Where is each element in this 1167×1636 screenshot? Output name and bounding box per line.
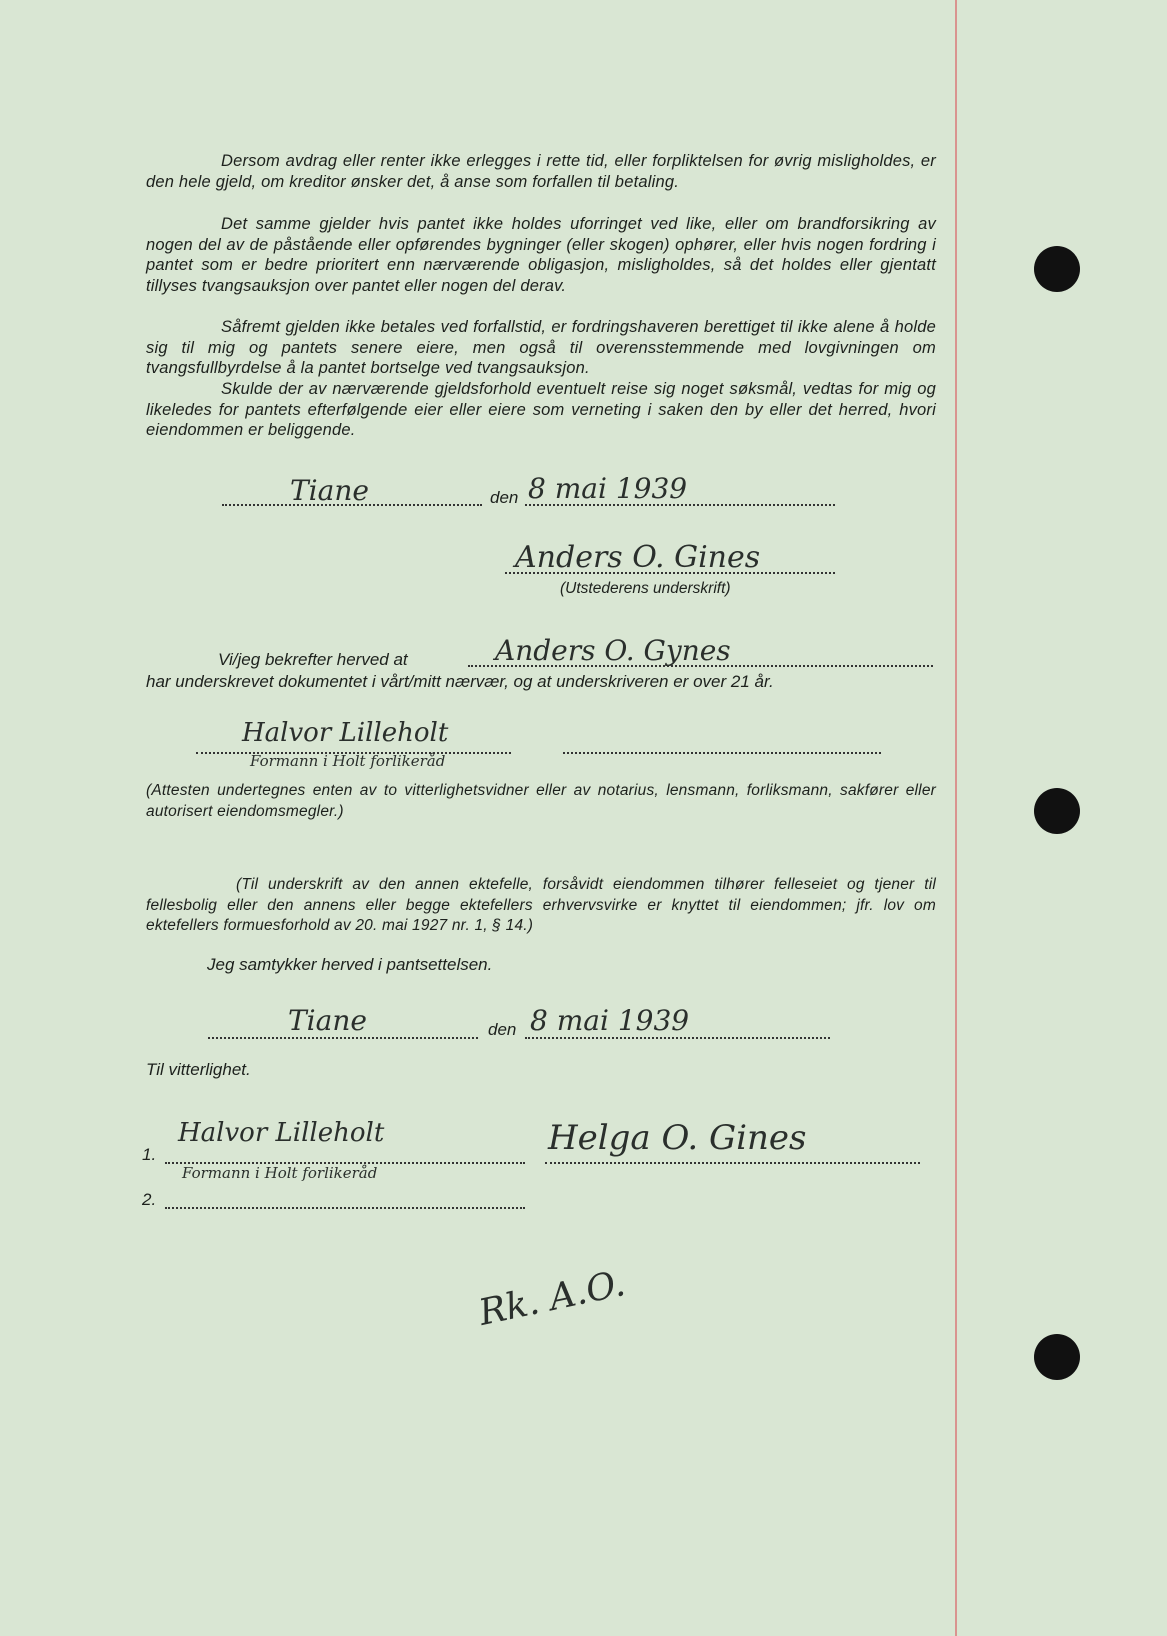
witness-2-line — [165, 1207, 525, 1209]
punch-hole — [1034, 246, 1080, 292]
spouse-place-handwritten: Tiane — [288, 1004, 367, 1037]
witness-signature: Halvor Lilleholt — [242, 718, 449, 748]
spouse-signature-line — [545, 1162, 920, 1164]
witness-line-right — [563, 752, 881, 754]
clause-venue: Skulde der av nærværende gjeldsforhold eventuelt reise sig noget søksmål, vedtas for mig og likeledes for pantets efterfølgende eier eller eiere som verneting i saken den by eller det herred, hvori eiendommen er beliggende. — [146, 380, 936, 440]
clause-insurance: Det samme gjelder hvis pantet ikke holdes uforringet ved like, eller om brandforsikring av nogen del av de påstående eller opførendes bygninger (eller skogen) ophører, eller hvis nogen fordring i pantet som er bedre prioritert enn nærværende obligasjon, misligholdes, så det holdes eller gjentatt tillyses tvangsauksjon over pantet eller nogen del derav. — [146, 215, 936, 295]
attest-line2: har underskrevet dokumentet i vårt/mitt nærvær, og at underskriveren er over 21 år. — [146, 672, 774, 691]
date-handwritten: 8 mai 1939 — [528, 472, 688, 505]
issuer-caption: (Utstederens underskrift) — [560, 580, 731, 597]
spouse-date-line — [525, 1037, 830, 1039]
issuer-signature: Anders O. Gines — [515, 540, 761, 575]
spouse-signature: Helga O. Gines — [548, 1118, 807, 1158]
consent-line: Jeg samtykker herved i pantsettelsen. — [207, 955, 493, 974]
punch-hole — [1034, 1334, 1080, 1380]
witness-2-number: 2. — [142, 1190, 157, 1209]
margin-line — [955, 0, 957, 1636]
punch-hole — [1034, 788, 1080, 834]
attest-line-prefix: Vi/jeg bekrefter herved at — [218, 650, 408, 669]
spouse-note: (Til underskrift av den annen ektefelle, forsåvidt eiendommen tilhører felleseiet og tjener til fellesbolig eller den annens eller begge ektefellers erhvervsvirke er knyttet til eiendommen; jfr. lov om ektefellers formuesforhold av 20. mai 1927 nr. 1, § 14.) — [146, 876, 936, 935]
witness-heading: Til vitterlighet. — [146, 1060, 251, 1079]
witness-1-signature: Halvor Lilleholt — [178, 1118, 385, 1148]
witness-title: Formann i Holt forlikeråd — [250, 752, 446, 770]
spouse-date-handwritten: 8 mai 1939 — [530, 1004, 690, 1037]
place-handwritten: Tiane — [290, 474, 369, 507]
den-label: den — [490, 488, 519, 507]
clause-default: Dersom avdrag eller renter ikke erlegges i rette tid, eller forpliktelsen for øvrig misligholdes, er den hele gjeld, om kreditor ønsker det, å anse som forfallen til betaling. — [146, 152, 936, 191]
clause-enforcement: Såfremt gjelden ikke betales ved forfallstid, er fordringshaveren berettiget til ikke alene å holde sig til mig og pantets senere eiere, men også til overensstemmende med lovgivningen om tvangsfullbyrdelse å la pantet bortselge ved tvangsauksjon. — [146, 318, 936, 378]
witness-1-title: Formann i Holt forlikeråd — [182, 1164, 378, 1182]
witness-1-number: 1. — [142, 1145, 157, 1164]
spouse-den-label: den — [488, 1020, 517, 1039]
registration-initials: Rk. A.O. — [475, 1263, 629, 1334]
named-person-handwritten: Anders O. Gynes — [495, 634, 731, 667]
attest-note: (Attesten undertegnes enten av to vitterlighetsvidner eller av notarius, lensmann, forliksmann, sakfører eller autorisert eiendomsmegler.) — [146, 782, 936, 820]
spouse-place-line — [208, 1037, 478, 1039]
